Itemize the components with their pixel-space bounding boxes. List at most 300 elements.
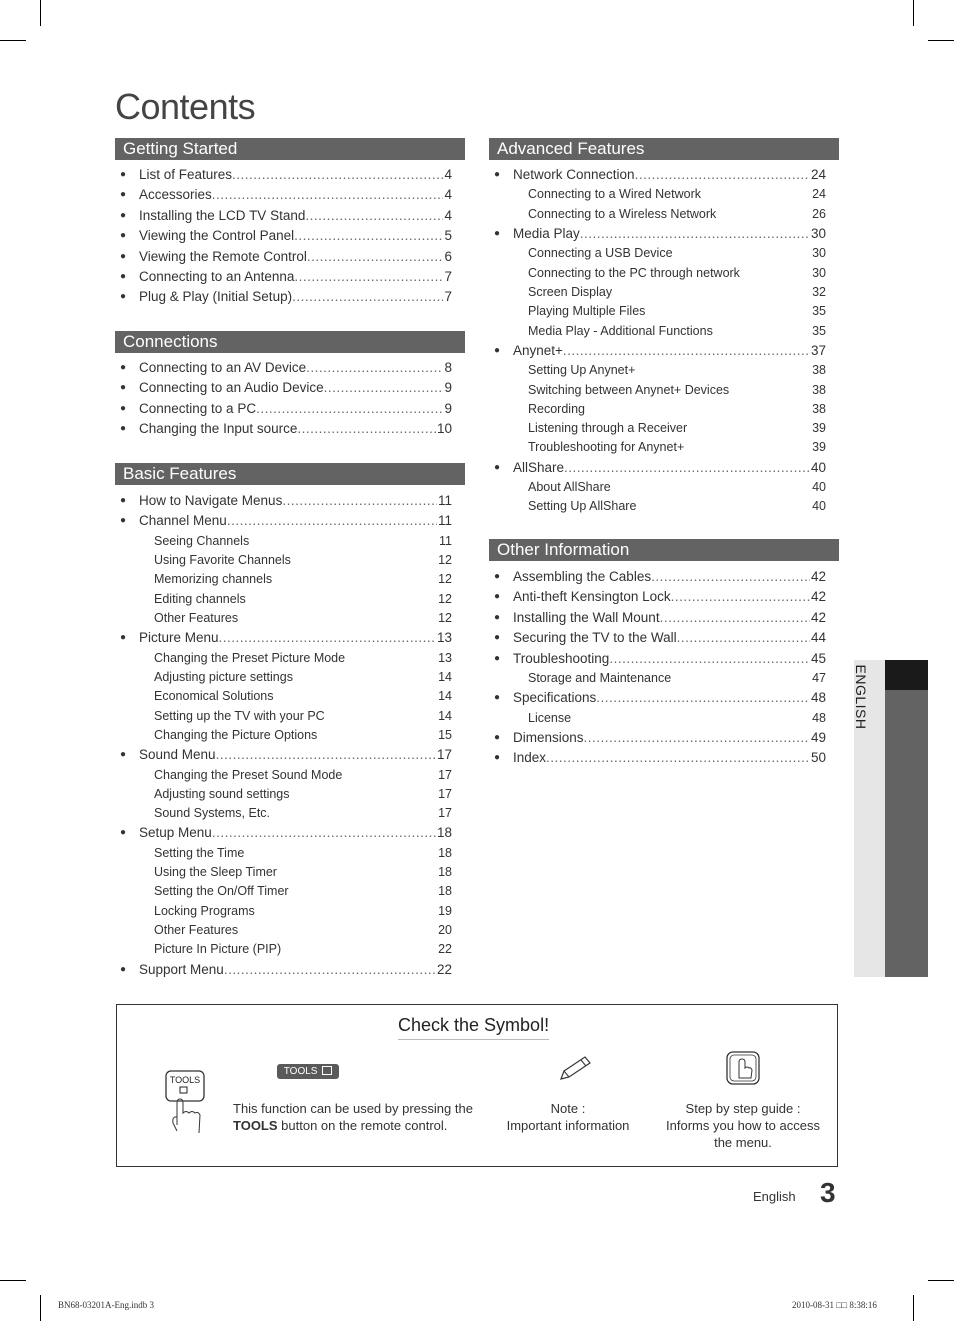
toc-subentry-label: Screen Display — [528, 284, 613, 299]
dot-leader — [584, 728, 810, 748]
toc-subentry-label: Sound Systems, Etc. — [154, 806, 271, 821]
toc-subentry-label: Connecting to a Wireless Network — [528, 206, 717, 221]
toc-subentry-page: 14 — [438, 689, 452, 704]
toc-entry-page: 18 — [436, 825, 452, 841]
dot-leader — [216, 745, 436, 765]
page-number: 3 — [820, 1177, 836, 1208]
toc-entry[interactable] — [489, 688, 839, 708]
toc-subentry-label: Setting the Time — [154, 845, 245, 860]
toc-subentry[interactable] — [489, 264, 839, 283]
toc-subentry[interactable] — [489, 244, 839, 263]
toc-entry-label: Accessories — [139, 187, 212, 203]
toc-subentry-label: Economical Solutions — [154, 689, 274, 704]
toc-subentry-page: 26 — [812, 206, 826, 221]
dot-leader — [294, 226, 443, 246]
toc-subentry-page: 11 — [439, 533, 452, 548]
toc-entry-label: Picture Menu — [139, 630, 219, 646]
section-heading: Connections — [115, 331, 465, 353]
section-heading: Advanced Features — [489, 138, 839, 160]
dot-leader — [580, 224, 810, 244]
toc-subentry-label: License — [528, 710, 572, 725]
dot-leader — [635, 165, 810, 185]
print-slug-right: 2010-08-31 □□ 8:38:16 — [792, 1300, 877, 1310]
toc-list — [489, 165, 839, 517]
dot-leader — [651, 567, 810, 587]
dot-leader — [282, 491, 437, 511]
bullet-icon: ● — [494, 591, 501, 603]
toc-entry-label: List of Features — [139, 167, 233, 182]
toc-subentry-label: Using the Sleep Timer — [154, 865, 277, 880]
bullet-icon: ● — [120, 291, 127, 303]
step-guide-text-2: the menu. — [714, 1135, 772, 1150]
toc-entry-label: Anynet+ — [513, 342, 563, 358]
toc-entry[interactable] — [489, 567, 839, 587]
toc-entry[interactable] — [489, 748, 839, 768]
toc-subentry[interactable] — [115, 590, 465, 609]
toc-subentry-page: 19 — [438, 903, 452, 918]
crop-mark — [0, 1280, 26, 1281]
toc-entry-label: Viewing the Control Panel — [139, 228, 295, 244]
bullet-icon: ● — [494, 169, 501, 180]
toc-subentry[interactable] — [115, 882, 465, 901]
toc-subentry-page: 12 — [438, 572, 452, 587]
dot-leader — [305, 206, 443, 226]
bullet-icon: ● — [494, 632, 501, 644]
toc-entry-label: How to Navigate Menus — [139, 493, 283, 508]
toc-entry-label: Installing the Wall Mount — [513, 609, 660, 625]
dot-leader — [212, 185, 444, 205]
toc-entry-label: Index — [513, 750, 547, 766]
section-heading: Basic Features — [115, 463, 465, 485]
crop-mark — [913, 0, 914, 26]
toc-subentry[interactable] — [489, 205, 839, 224]
bullet-icon: ● — [494, 731, 501, 743]
toc-subentry[interactable] — [115, 687, 465, 706]
toc-entry[interactable] — [115, 399, 465, 419]
toc-entry-page: 45 — [810, 650, 826, 666]
bullet-icon: ● — [120, 632, 127, 644]
toc-entry-page: 9 — [444, 400, 452, 416]
toc-subentry[interactable] — [115, 707, 465, 726]
toc-subentry-page: 18 — [438, 865, 452, 880]
toc-entry-page: 42 — [810, 569, 826, 584]
toc-subentry-label: Memorizing channels — [154, 572, 273, 587]
toc-subentry[interactable] — [115, 844, 465, 863]
toc-entry[interactable] — [489, 165, 839, 185]
toc-subentry-page: 48 — [812, 710, 826, 725]
toc-entry[interactable] — [115, 745, 465, 765]
symbol-legend-title: Check the Symbol! — [398, 1015, 549, 1040]
pencil-note-icon — [559, 1055, 593, 1081]
dot-leader — [596, 688, 810, 708]
toc-list — [115, 165, 465, 308]
toc-entry-page: 8 — [444, 360, 452, 375]
toc-entry-page: 11 — [437, 493, 452, 508]
bullet-icon: ● — [120, 169, 127, 180]
bullet-icon: ● — [120, 230, 127, 242]
toc-subentry-page: 22 — [438, 942, 452, 957]
toc-entry-label: Connecting to an Audio Device — [139, 380, 324, 396]
dot-leader — [677, 628, 810, 648]
toc-subentry-label: Connecting to a Wired Network — [528, 187, 701, 202]
toc-subentry-label: Changing the Preset Sound Mode — [154, 767, 343, 782]
toc-entry-label: Specifications — [513, 690, 597, 706]
bullet-icon: ● — [120, 382, 127, 394]
bullet-icon: ● — [494, 571, 501, 582]
tools-desc-bold: TOOLS — [233, 1118, 278, 1133]
tools-badge — [277, 1064, 339, 1079]
toc-entry[interactable] — [115, 247, 465, 267]
toc-entry-label: Plug & Play (Initial Setup) — [139, 289, 293, 305]
dot-leader — [306, 358, 443, 378]
toc-entry-page: 13 — [436, 630, 452, 646]
bullet-icon: ● — [494, 611, 501, 623]
toc-subentry-page: 39 — [812, 440, 826, 455]
toc-subentry-page: 38 — [812, 401, 826, 416]
toc-subentry[interactable] — [115, 804, 465, 823]
toc-subentry-page: 12 — [438, 591, 452, 606]
toc-subentry-page: 35 — [812, 304, 826, 319]
toc-entry-label: Sound Menu — [139, 747, 216, 763]
toc-entry-page: 4 — [444, 187, 452, 203]
toc-subentry[interactable] — [489, 709, 839, 728]
toc-entry-page: 30 — [810, 225, 826, 241]
toc-subentry-page: 14 — [438, 669, 452, 684]
dot-leader — [232, 165, 443, 185]
toc-entry[interactable] — [115, 287, 465, 307]
toc-section-basic-features — [115, 463, 465, 980]
toc-subentry-label: Troubleshooting for Anynet+ — [528, 440, 685, 455]
toc-subentry-label: Storage and Maintenance — [528, 670, 672, 685]
toc-subentry[interactable] — [115, 532, 465, 551]
dot-leader — [609, 649, 810, 669]
print-slug-left: BN68-03201A-Eng.indb 3 — [58, 1300, 154, 1310]
toc-entry-page: 42 — [810, 609, 826, 625]
toc-entry[interactable] — [115, 165, 465, 185]
toc-subentry-label: Switching between Anynet+ Devices — [528, 382, 730, 397]
dot-leader — [297, 419, 436, 439]
toc-entry-label: Network Connection — [513, 167, 635, 182]
toc-entry-label: Securing the TV to the Wall — [513, 630, 677, 646]
toc-entry[interactable] — [115, 358, 465, 378]
toc-entry-page: 9 — [444, 380, 452, 396]
toc-subentry[interactable] — [489, 669, 839, 688]
toc-subentry-label: Picture In Picture (PIP) — [154, 942, 282, 957]
toc-subentry[interactable] — [115, 726, 465, 745]
toc-subentry-label: Recording — [528, 401, 585, 416]
toc-entry-label: Media Play — [513, 225, 580, 241]
toc-list — [489, 567, 839, 769]
toc-subentry-page: 13 — [438, 650, 452, 665]
toc-entry-label: Connecting to an AV Device — [139, 360, 307, 375]
toc-entry-label: Assembling the Cables — [513, 569, 652, 584]
note-text: Important information — [506, 1118, 630, 1133]
remote-tools-button-icon — [163, 1067, 207, 1135]
toc-subentry-page: 38 — [812, 363, 826, 378]
crop-mark — [40, 1295, 41, 1321]
toc-subentry-page: 35 — [812, 323, 826, 338]
toc-subentry-label: Editing channels — [154, 591, 246, 606]
dot-leader — [324, 378, 444, 398]
dot-leader — [307, 247, 444, 267]
bullet-icon: ● — [120, 250, 127, 262]
side-tab-bar — [885, 660, 928, 977]
toc-entry-page: 4 — [444, 167, 452, 182]
toc-subentry-label: Changing the Picture Options — [154, 727, 318, 742]
toc-subentry-label: Other Features — [154, 610, 239, 625]
bullet-icon: ● — [120, 963, 127, 975]
toc-subentry[interactable] — [489, 419, 839, 438]
toc-subentry-page: 39 — [812, 421, 826, 436]
toc-subentry-label: Using Favorite Channels — [154, 553, 291, 568]
crop-mark — [40, 0, 41, 26]
toc-subentry-label: Changing the Preset Picture Mode — [154, 650, 346, 665]
tools-badge-icon — [322, 1066, 332, 1075]
toc-subentry-page: 17 — [438, 786, 452, 801]
toc-entry-page: 22 — [436, 961, 452, 977]
toc-entry-page: 10 — [436, 421, 452, 437]
toc-subentry-label: Media Play - Additional Functions — [528, 323, 713, 338]
toc-entry[interactable] — [115, 960, 465, 980]
toc-entry[interactable] — [489, 728, 839, 748]
step-guide-title: Step by step guide : — [685, 1101, 801, 1116]
toc-subentry[interactable] — [489, 361, 839, 380]
bullet-icon: ● — [494, 461, 501, 473]
toc-subentry[interactable] — [489, 283, 839, 302]
toc-entry-label: Changing the Input source — [139, 421, 298, 437]
toc-subentry-label: Adjusting sound settings — [154, 786, 290, 801]
note-description — [493, 1100, 643, 1134]
bullet-icon: ● — [494, 227, 501, 239]
tools-description — [233, 1100, 476, 1134]
toc-subentry-label: About AllShare — [528, 480, 611, 495]
toc-subentry-page: 12 — [438, 553, 452, 568]
tools-desc-suffix: button on the remote control. — [281, 1118, 448, 1133]
toc-subentry[interactable] — [115, 902, 465, 921]
toc-subentry[interactable] — [115, 649, 465, 668]
toc-subentry[interactable] — [489, 185, 839, 204]
toc-subentry-label: Playing Multiple Files — [528, 304, 646, 319]
toc-subentry[interactable] — [489, 438, 839, 457]
toc-subentry-label: Setting Up AllShare — [528, 499, 637, 514]
toc-subentry-page: 17 — [438, 767, 452, 782]
toc-subentry-label: Locking Programs — [154, 903, 255, 918]
dot-leader — [219, 628, 436, 648]
bullet-icon: ● — [120, 270, 127, 282]
toc-subentry-page: 30 — [812, 265, 826, 280]
toc-entry-page: 24 — [810, 167, 826, 182]
toc-subentry[interactable] — [489, 478, 839, 497]
toc-entry-page: 6 — [444, 248, 452, 264]
dot-leader — [671, 587, 810, 607]
toc-entry-label: Setup Menu — [139, 825, 212, 841]
bullet-icon: ● — [494, 344, 501, 356]
toc-subentry-label: Adjusting picture settings — [154, 669, 293, 684]
toc-entry[interactable] — [115, 491, 465, 511]
toc-entry-page: 7 — [444, 268, 452, 284]
toc-subentry-label: Connecting to the PC through network — [528, 265, 740, 280]
toc-entry-label: Channel Menu — [139, 513, 227, 529]
toc-subentry[interactable] — [489, 381, 839, 400]
toc-subentry-page: 12 — [438, 610, 452, 625]
dot-leader — [546, 748, 810, 768]
toc-entry[interactable] — [489, 628, 839, 648]
toc-entry[interactable] — [115, 823, 465, 843]
toc-entry[interactable] — [489, 608, 839, 628]
toc-entry[interactable] — [115, 378, 465, 398]
toc-entry[interactable] — [489, 587, 839, 607]
toc-subentry[interactable] — [489, 497, 839, 516]
toc-subentry[interactable] — [489, 400, 839, 419]
toc-subentry-page: 24 — [812, 187, 826, 202]
dot-leader — [224, 960, 436, 980]
toc-entry-page: 11 — [437, 513, 452, 529]
bullet-icon: ● — [494, 652, 501, 664]
symbol-legend-box — [116, 1004, 838, 1167]
toc-subentry-page: 18 — [438, 884, 452, 899]
toc-subentry-label: Setting up the TV with your PC — [154, 708, 325, 723]
toc-entry-label: AllShare — [513, 459, 565, 475]
toc-entry[interactable] — [115, 206, 465, 226]
toc-entry[interactable] — [115, 511, 465, 531]
toc-subentry-page: 40 — [812, 480, 826, 495]
section-heading: Getting Started — [115, 138, 465, 160]
toc-subentry-label: Seeing Channels — [154, 533, 250, 548]
toc-subentry[interactable] — [115, 940, 465, 959]
dot-leader — [292, 287, 443, 307]
toc-entry-label: Installing the LCD TV Stand — [139, 207, 306, 223]
step-guide-text-1: Informs you how to access — [666, 1118, 820, 1133]
dot-leader — [227, 511, 437, 531]
toc-entry-page: 37 — [810, 342, 826, 358]
toc-entry-page: 17 — [436, 747, 452, 763]
toc-entry[interactable] — [489, 458, 839, 478]
tools-badge-label: TOOLS — [283, 1066, 318, 1077]
toc-list — [115, 358, 465, 440]
toc-section-getting-started — [115, 138, 465, 308]
toc-subentry[interactable] — [115, 668, 465, 687]
toc-entry-page: 7 — [444, 289, 452, 305]
toc-entry-label: Viewing the Remote Control — [139, 248, 307, 264]
bullet-icon: ● — [120, 209, 127, 221]
toc-list — [115, 491, 465, 980]
toc-subentry-page: 40 — [812, 499, 826, 514]
bullet-icon: ● — [120, 749, 127, 761]
step-guide-description — [658, 1100, 828, 1151]
toc-entry[interactable] — [115, 226, 465, 246]
dot-leader — [294, 267, 443, 287]
crop-mark — [0, 40, 26, 41]
dot-leader — [660, 608, 810, 628]
bullet-icon: ● — [120, 495, 127, 506]
toc-section-other-information — [489, 539, 839, 769]
toc-entry[interactable] — [115, 419, 465, 439]
toc-subentry-page: 15 — [438, 727, 452, 742]
toc-subentry[interactable] — [489, 322, 839, 341]
toc-subentry-label: Connecting a USB Device — [528, 246, 673, 261]
toc-entry-page: 44 — [810, 630, 826, 646]
page-title: Contents — [115, 86, 256, 127]
language-side-tab: ENGLISH — [853, 664, 869, 730]
bullet-icon: ● — [494, 752, 501, 764]
toc-subentry-page: 14 — [438, 708, 452, 723]
toc-entry[interactable] — [489, 341, 839, 361]
toc-subentry-label: Setting the On/Off Timer — [154, 884, 289, 899]
toc-entry-page: 48 — [810, 690, 826, 706]
toc-entry-page: 4 — [444, 207, 452, 223]
toc-entry-page: 42 — [810, 589, 826, 605]
tools-desc-prefix: This function can be used by pressing the — [233, 1101, 473, 1116]
toc-section-advanced-features — [489, 138, 839, 517]
toc-subentry-page: 32 — [812, 284, 826, 299]
toc-entry[interactable] — [115, 628, 465, 648]
toc-entry[interactable] — [489, 649, 839, 669]
toc-subentry-label: Other Features — [154, 923, 239, 937]
bullet-icon: ● — [494, 692, 501, 704]
dot-leader — [564, 458, 810, 478]
toc-entry[interactable] — [115, 185, 465, 205]
footer-language: English — [753, 1189, 796, 1204]
bullet-icon: ● — [120, 423, 127, 435]
toc-section-connections — [115, 331, 465, 440]
dot-leader — [563, 341, 810, 361]
crop-mark — [913, 1295, 914, 1321]
toc-subentry-page: 20 — [438, 923, 452, 937]
side-tab-marker — [885, 660, 928, 690]
dot-leader — [212, 823, 436, 843]
toc-subentry[interactable] — [115, 766, 465, 785]
toc-subentry-label: Listening through a Receiver — [528, 421, 688, 436]
toc-entry-label: Connecting to a PC — [139, 400, 257, 416]
toc-entry-label: Anti-theft Kensington Lock — [513, 589, 671, 605]
toc-subentry[interactable] — [115, 609, 465, 628]
toc-entry-label: Connecting to an Antenna — [139, 268, 295, 284]
toc-subentry-page: 47 — [812, 670, 826, 685]
toc-entry-label: Dimensions — [513, 729, 584, 745]
toc-entry-page: 5 — [444, 228, 452, 244]
dot-leader — [256, 399, 443, 419]
toc-subentry[interactable] — [115, 570, 465, 589]
toc-entry-page: 40 — [810, 459, 826, 475]
toc-entry-label: Troubleshooting — [513, 650, 610, 666]
step-guide-icon — [725, 1050, 763, 1088]
toc-subentry[interactable] — [115, 551, 465, 570]
toc-subentry[interactable] — [115, 863, 465, 882]
toc-subentry[interactable] — [489, 302, 839, 321]
toc-subentry-label: Setting Up Anynet+ — [528, 363, 636, 378]
toc-subentry[interactable] — [115, 785, 465, 804]
bullet-icon: ● — [120, 402, 127, 414]
toc-entry[interactable] — [489, 224, 839, 244]
bullet-icon: ● — [120, 362, 127, 373]
bullet-icon: ● — [120, 827, 127, 839]
toc-subentry-page: 38 — [812, 382, 826, 397]
toc-subentry-page: 17 — [438, 806, 452, 821]
toc-subentry[interactable] — [115, 921, 465, 940]
section-heading: Other Information — [489, 539, 839, 561]
toc-entry-page: 50 — [810, 750, 826, 766]
toc-subentry-page: 30 — [812, 246, 826, 261]
crop-mark — [928, 40, 954, 41]
toc-subentry-page: 18 — [438, 845, 452, 860]
toc-entry-label: Support Menu — [139, 961, 224, 977]
bullet-icon: ● — [120, 189, 127, 201]
toc-entry-page: 49 — [810, 729, 826, 745]
remote-tools-label: TOOLS — [169, 1075, 201, 1085]
crop-mark — [928, 1280, 954, 1281]
toc-entry[interactable] — [115, 267, 465, 287]
bullet-icon: ● — [120, 515, 127, 527]
